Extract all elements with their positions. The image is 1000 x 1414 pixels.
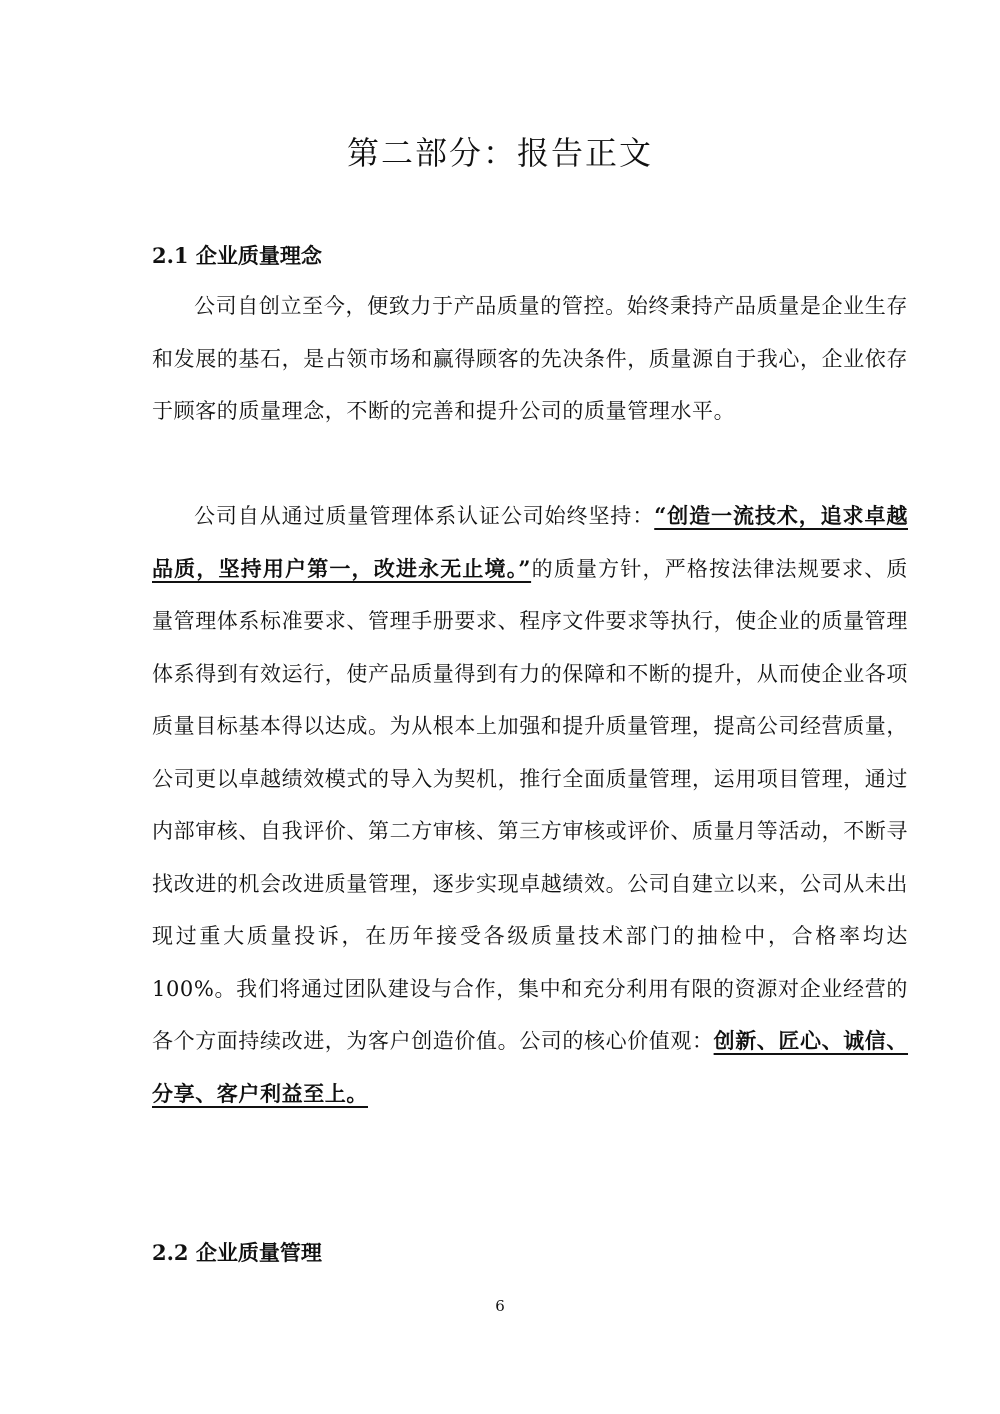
- quality-policy-emphasis: “创造一流技术，追求卓越品质，坚持用户第一，改进永无止境。”: [152, 503, 908, 581]
- page-number: 6: [495, 1297, 505, 1315]
- paragraph-body-text: 的质量方针，严格按法律法规要求、质量管理体系标准要求、管理手册要求、程序文件要求等执行，使企业的质量管理体系得到有效运行，使产品质量得到有力的保障和不断的提升，从而使企业各项质量目标基本得以达成。为从根本上加强和提升质量管理，提高公司经营质量，公司更以卓越绩效模式的导入为契机，推行全面质量管理，运用项目管理，通过内部审核、自我评价、第二方审核、第三方审核或评价、质量月等活动，不断寻找改进的机会改进质量管理，逐步实现卓越绩效。公司自建立以来，公司从未出现过重大质量投诉，在历年接受各级质量技术部门的抽检中，合格率均达 100%。我们将通过团队建设与合作，集中和充分利用有限的资源对企业经营的各个方面持续改进，为客户创造价值。公司的核心价值观：: [152, 556, 908, 1053]
- paragraph-intro-text: 公司自从通过质量管理体系认证公司始终坚持：: [194, 504, 655, 528]
- section-heading-quality-philosophy: 2.1 企业质量理念: [152, 243, 322, 268]
- core-values-emphasis: 创新、匠心、诚信、分享、客户利益至上。: [152, 1028, 909, 1106]
- paragraph-quality-policy: [152, 490, 908, 1120]
- page-title: 第二部分：报告正文: [346, 134, 653, 172]
- paragraph-quality-philosophy: 公司自创立至今，便致力于产品质量的管控。始终秉持产品质量是企业生存和发展的基石，是占领市场和赢得顾客的先决条件，质量源自于我心，企业依存于顾客的质量理念，不断的完善和提升公司的质量管理水平。: [152, 294, 908, 423]
- section-heading-quality-management: 2.2 企业质量管理: [152, 1240, 322, 1265]
